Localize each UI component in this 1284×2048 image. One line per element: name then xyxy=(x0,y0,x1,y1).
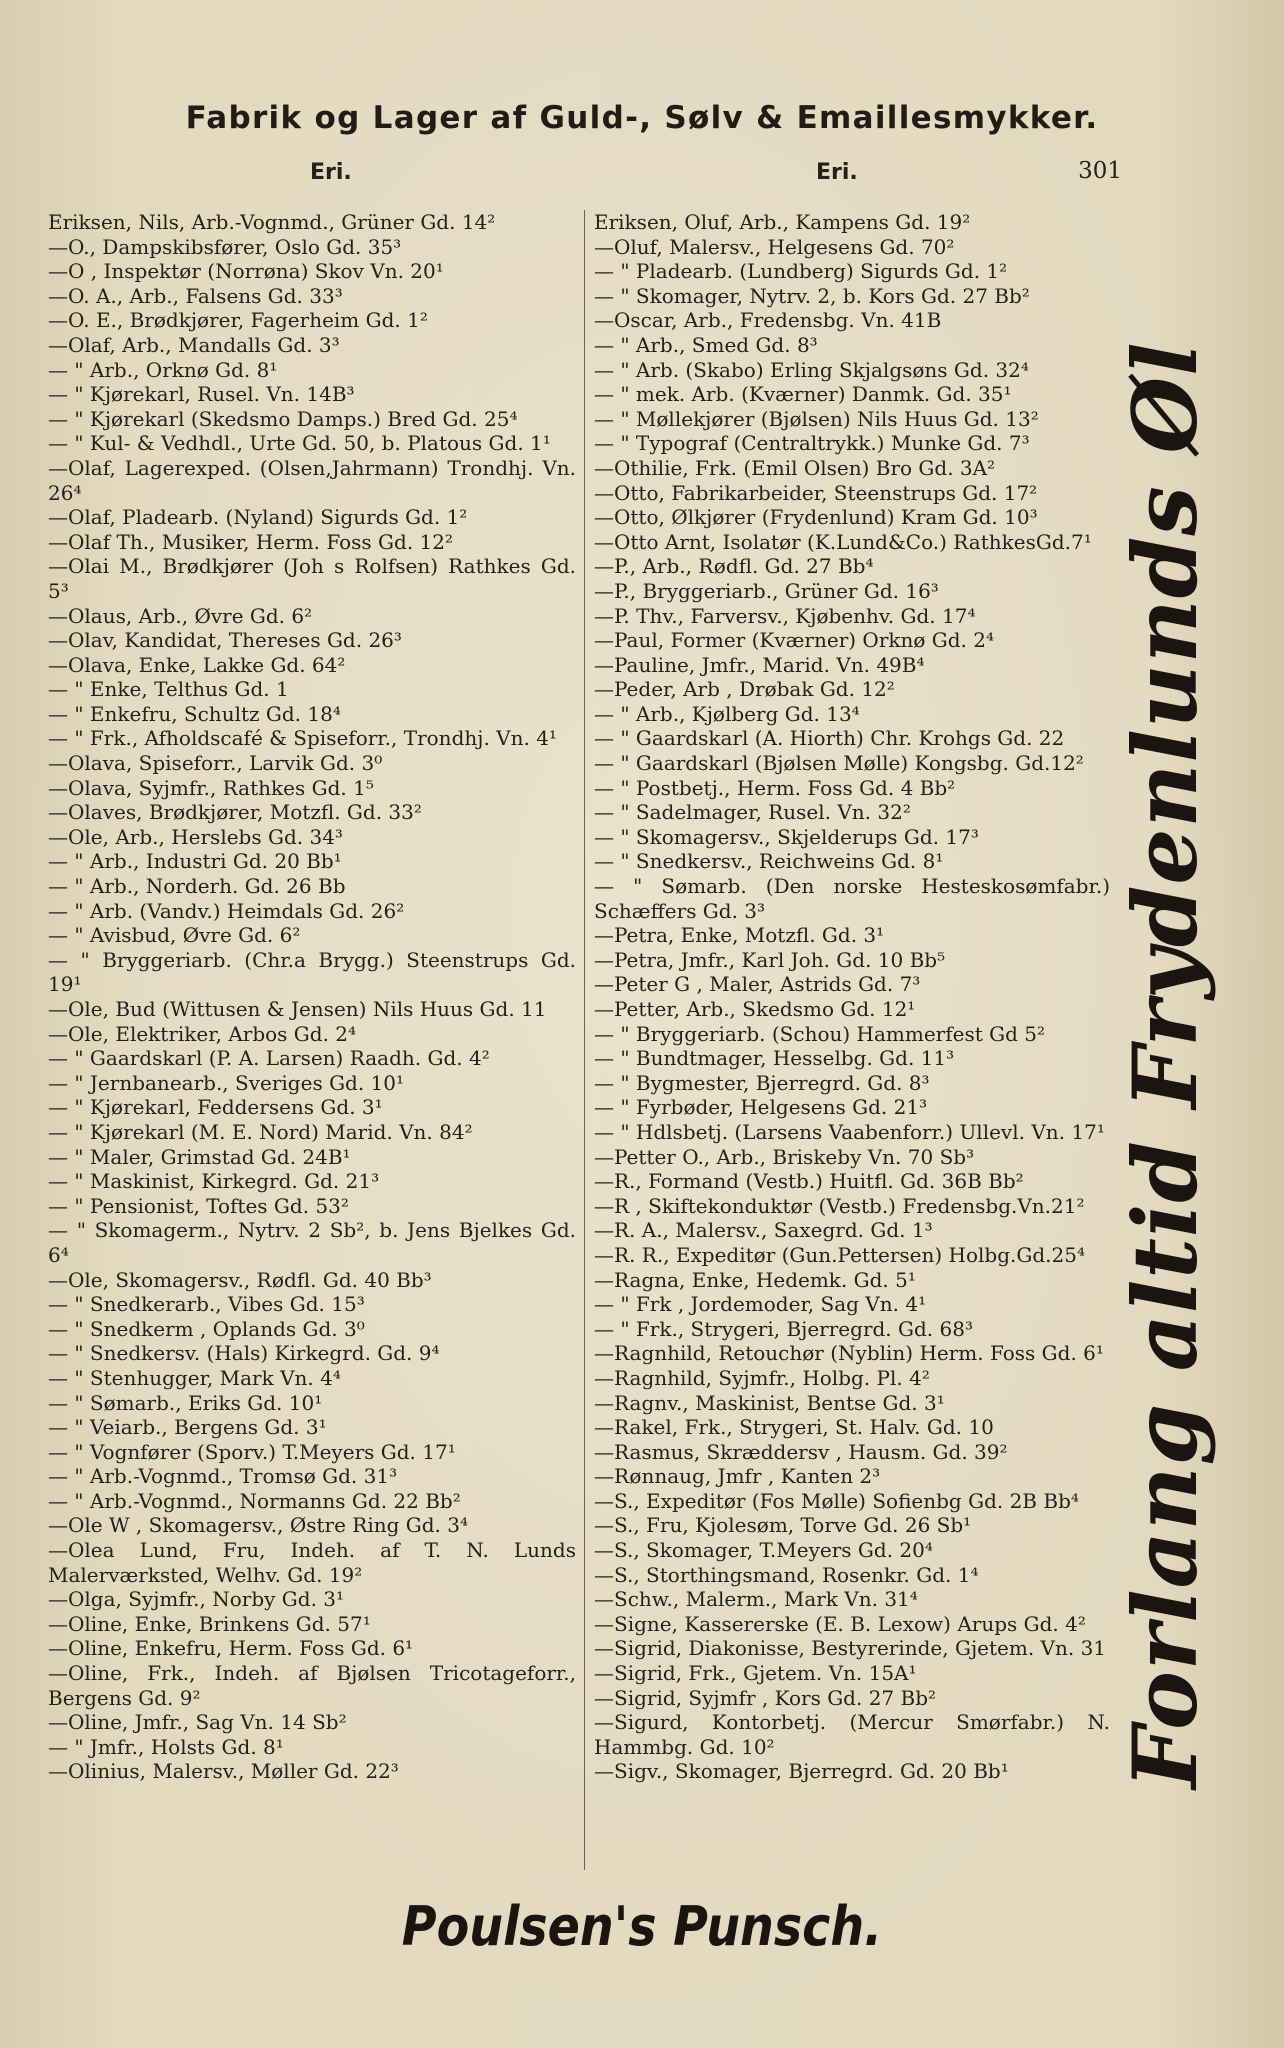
right-entry-list xyxy=(594,210,1110,1784)
page-header-ad: Fabrik og Lager af Guld-, Sølv & Emaillesmykker. xyxy=(185,100,1099,136)
directory-entry: —S., Fru, Kjolesøm, Torve Gd. 26 Sb¹ xyxy=(594,1513,972,1538)
directory-entry: — " Avisbud, Øvre Gd. 6² xyxy=(48,923,301,948)
directory-entry: — " Enke, Telthus Gd. 1 xyxy=(48,677,289,702)
directory-entry: —Oline, Frk., Indeh. af Bjølsen Tricotageforr., Bergens Gd. 9² xyxy=(48,1661,576,1710)
left-guide-word: Eri. xyxy=(310,160,352,185)
directory-entry: —Schw., Malerm., Mark Vn. 31⁴ xyxy=(594,1587,918,1612)
directory-entry: —Sigrid, Syjmfr , Kors Gd. 27 Bb² xyxy=(594,1685,937,1710)
directory-entry: — " Frk , Jordemoder, Sag Vn. 4¹ xyxy=(594,1292,927,1317)
directory-entry: —Ole, Bud (Wittusen & Jensen) Nils Huus Gd. 11 xyxy=(48,997,547,1021)
directory-entry: —P. Thv., Farversv., Kjøbenhv. Gd. 17⁴ xyxy=(594,603,976,628)
directory-entry: — " Bryggeriarb. (Schou) Hammerfest Gd 5² xyxy=(594,1021,1046,1046)
directory-entry: — " Kul- & Vedhdl., Urte Gd. 50, b. Platous Gd. 1¹ xyxy=(48,431,551,456)
directory-entry: —Olaves, Brødkjører, Motzfl. Gd. 33² xyxy=(48,800,422,825)
directory-entry: —Olaus, Arb., Øvre Gd. 6² xyxy=(48,603,313,628)
directory-entry: — " Arb., Industri Gd. 20 Bb¹ xyxy=(48,849,342,874)
directory-entry: — " Snedkersv. (Hals) Kirkegrd. Gd. 9⁴ xyxy=(48,1341,440,1366)
directory-entry: —O. A., Arb., Falsens Gd. 33³ xyxy=(48,283,343,308)
directory-entry: —Olaf, Arb., Mandalls Gd. 3³ xyxy=(48,332,340,357)
directory-entry: —Ole, Arb., Herslebs Gd. 34³ xyxy=(48,824,343,849)
directory-entry: —Pauline, Jmfr., Marid. Vn. 49B⁴ xyxy=(594,652,925,677)
directory-entry: —Ragnhild, Syjmfr., Holbg. Pl. 4² xyxy=(594,1365,930,1390)
directory-entry: — " Kjørekarl (Skedsmo Damps.) Bred Gd. 25⁴ xyxy=(48,406,518,431)
directory-entry: —Peter G , Maler, Astrids Gd. 7³ xyxy=(594,972,921,997)
directory-entry: — " mek. Arb. (Kværner) Danmk. Gd. 35¹ xyxy=(594,382,1012,407)
directory-entry: —Otto, Ølkjører (Frydenlund) Kram Gd. 10³ xyxy=(594,505,1038,530)
directory-entry: —Olea Lund, Fru, Indeh. af T. N. Lunds Malerværksted, Welhv. Gd. 19² xyxy=(48,1538,576,1587)
right-column xyxy=(594,210,1110,1784)
directory-entry: — " Arb., Orknø Gd. 8¹ xyxy=(48,357,278,382)
footer-advertisement: Poulsen's Punsch. xyxy=(401,1895,883,1958)
directory-entry: — " Snedkersv., Reichweins Gd. 8¹ xyxy=(594,849,944,874)
directory-entry: — " Veiarb., Bergens Gd. 3¹ xyxy=(48,1415,327,1440)
directory-entry: — " Bryggeriarb. (Chr.a Brygg.) Steenstrups Gd. 19¹ xyxy=(48,947,576,997)
directory-entry: — " Gaardskarl (A. Hiorth) Chr. Krohgs Gd. 22 xyxy=(594,726,1065,751)
directory-entry: —Sigurd, Kontorbetj. (Mercur Smørfabr.) N. Hammbg. Gd. 10² xyxy=(594,1710,1110,1759)
directory-entry: —Sigv., Skomager, Bjerregrd. Gd. 20 Bb¹ xyxy=(594,1759,1009,1784)
column-divider xyxy=(584,210,585,1870)
directory-entry: — " Stenhugger, Mark Vn. 4⁴ xyxy=(48,1365,341,1390)
directory-entry: —P., Arb., Rødfl. Gd. 27 Bb⁴ xyxy=(594,554,874,579)
directory-entry: —Ole, Elektriker, Arbos Gd. 2⁴ xyxy=(48,1021,357,1046)
directory-entry: —Olai M., Brødkjører (Joh s Rolfsen) Rathkes Gd. 5³ xyxy=(48,554,576,603)
directory-entry: —Petter, Arb., Skedsmo Gd. 12¹ xyxy=(594,997,916,1021)
directory-entry: —Signe, Kassererske (E. B. Lexow) Arups Gd. 4² xyxy=(594,1611,1086,1636)
directory-entry: — " Gaardskarl (Bjølsen Mølle) Kongsbg. Gd.12² xyxy=(594,751,1084,776)
directory-entry: — " Pladearb. (Lundberg) Sigurds Gd. 1² xyxy=(594,259,1008,284)
directory-entry: — " Enkefru, Schultz Gd. 18⁴ xyxy=(48,701,341,726)
directory-entry: — " Jernbanearb., Sveriges Gd. 10¹ xyxy=(48,1070,405,1095)
directory-entry: —R. A., Malersv., Saxegrd. Gd. 1³ xyxy=(594,1218,933,1243)
side-advertisement: Forlang altid Frydenlunds Øl xyxy=(1113,341,1217,1789)
directory-entry: —Otto Arnt, Isolatør (K.Lund&Co.) RathkesGd.7¹ xyxy=(594,529,1092,554)
directory-entry: —Petra, Enke, Motzfl. Gd. 3¹ xyxy=(594,923,885,948)
directory-entry: Eriksen, Oluf, Arb., Kampens Gd. 19² xyxy=(594,210,971,234)
directory-entry: — " Arb. (Skabo) Erling Skjalgsøns Gd. 32⁴ xyxy=(594,357,1029,382)
directory-entry: —Ragnhild, Retouchør (Nyblin) Herm. Foss Gd. 6¹ xyxy=(594,1341,1104,1366)
directory-entry: —Olaf, Lagerexped. (Olsen,Jahrmann) Trondhj. Vn. 26⁴ xyxy=(48,455,576,505)
directory-entry: — " Arb., Smed Gd. 8³ xyxy=(594,332,818,357)
directory-entry: — " Maskinist, Kirkegrd. Gd. 21³ xyxy=(48,1169,380,1194)
right-guide-word: Eri. xyxy=(816,160,858,185)
directory-entry: —Petter O., Arb., Briskeby Vn. 70 Sb³ xyxy=(594,1144,975,1169)
page-number: 301 xyxy=(1078,158,1122,184)
directory-entry: —R., Formand (Vestb.) Huitfl. Gd. 36B Bb² xyxy=(594,1169,1024,1194)
directory-entry: —Oline, Jmfr., Sag Vn. 14 Sb² xyxy=(48,1710,347,1735)
directory-entry: — " Snedkerarb., Vibes Gd. 15³ xyxy=(48,1292,365,1317)
directory-entry: — " Møllekjører (Bjølsen) Nils Huus Gd. 13² xyxy=(594,406,1039,431)
directory-entry: — " Vognfører (Sporv.) T.Meyers Gd. 17¹ xyxy=(48,1439,456,1464)
directory-entry: —Rønnaug, Jmfr , Kanten 2³ xyxy=(594,1464,881,1489)
directory-entry: — " Frk., Strygeri, Bjerregrd. Gd. 68³ xyxy=(594,1316,973,1341)
directory-entry: — " Maler, Grimstad Gd. 24B¹ xyxy=(48,1144,351,1169)
directory-entry: — " Kjørekarl (M. E. Nord) Marid. Vn. 84² xyxy=(48,1119,473,1144)
directory-entry: — " Snedkerm , Oplands Gd. 3⁰ xyxy=(48,1316,365,1341)
directory-entry: — " Arb., Kjølberg Gd. 13⁴ xyxy=(594,701,860,726)
directory-entry: —Oline, Enkefru, Herm. Foss Gd. 6¹ xyxy=(48,1636,414,1661)
directory-entry: —Petra, Jmfr., Karl Joh. Gd. 10 Bb⁵ xyxy=(594,947,946,972)
directory-entry: —Olinius, Malersv., Møller Gd. 22³ xyxy=(48,1759,399,1784)
directory-entry: — " Kjørekarl, Rusel. Vn. 14B³ xyxy=(48,382,355,407)
directory-entry: —R , Skiftekonduktør (Vestb.) Fredensbg.Vn.21² xyxy=(594,1193,1085,1218)
directory-entry: — " Sadelmager, Rusel. Vn. 32² xyxy=(594,800,911,825)
left-column xyxy=(48,210,576,1784)
directory-entry: — " Postbetj., Herm. Foss Gd. 4 Bb² xyxy=(594,775,956,800)
directory-entry: —Sigrid, Frk., Gjetem. Vn. 15A¹ xyxy=(594,1661,917,1686)
directory-entry: —Otto, Fabrikarbeider, Steenstrups Gd. 17² xyxy=(594,480,1038,505)
directory-entry: —Olava, Syjmfr., Rathkes Gd. 1⁵ xyxy=(48,775,374,800)
directory-entry: —Rasmus, Skræddersv , Hausm. Gd. 39² xyxy=(594,1439,1008,1464)
directory-entry: —Oline, Enke, Brinkens Gd. 57¹ xyxy=(48,1611,371,1636)
directory-entry: — " Gaardskarl (P. A. Larsen) Raadh. Gd. 4² xyxy=(48,1046,490,1071)
directory-entry: —Sigrid, Diakonisse, Bestyrerinde, Gjetem. Vn. 31 xyxy=(594,1636,1107,1661)
directory-entry: —O. E., Brødkjører, Fagerheim Gd. 1² xyxy=(48,308,428,333)
directory-entry: —Olga, Syjmfr., Norby Gd. 3¹ xyxy=(48,1587,345,1612)
directory-entry: — " Sømarb., Eriks Gd. 10¹ xyxy=(48,1390,323,1415)
directory-entry: — " Skomagerm., Nytrv. 2 Sb², b. Jens Bjelkes Gd. 6⁴ xyxy=(48,1218,576,1267)
directory-entry: —Ragna, Enke, Hedemk. Gd. 5¹ xyxy=(594,1267,916,1292)
directory-entry: —Othilie, Frk. (Emil Olsen) Bro Gd. 3A² xyxy=(594,455,996,480)
directory-entry: —Olaf Th., Musiker, Herm. Foss Gd. 12² xyxy=(48,529,454,554)
directory-entry: —R. R., Expeditør (Gun.Pettersen) Holbg.Gd.25⁴ xyxy=(594,1242,1085,1267)
directory-entry: —Olav, Kandidat, Thereses Gd. 26³ xyxy=(48,628,402,653)
directory-entry: —S., Skomager, T.Meyers Gd. 20⁴ xyxy=(594,1538,933,1563)
directory-entry: — " Skomagersv., Skjelderups Gd. 17³ xyxy=(594,824,979,849)
directory-entry: —Olaf, Pladearb. (Nyland) Sigurds Gd. 1² xyxy=(48,505,468,530)
directory-entry: —S., Storthingsmand, Rosenkr. Gd. 1⁴ xyxy=(594,1562,979,1587)
directory-entry: — " Fyrbøder, Helgesens Gd. 21³ xyxy=(594,1095,928,1120)
directory-entry: —Olava, Enke, Lakke Gd. 64² xyxy=(48,652,346,677)
directory-entry: —Ole W , Skomagersv., Østre Ring Gd. 3⁴ xyxy=(48,1513,469,1538)
directory-entry: —Oscar, Arb., Fredensbg. Vn. 41B xyxy=(594,308,942,333)
directory-entry: — " Bygmester, Bjerregrd. Gd. 8³ xyxy=(594,1070,930,1095)
directory-entry: —O , Inspektør (Norrøna) Skov Vn. 20¹ xyxy=(48,259,444,284)
directory-entry: — " Typograf (Centraltrykk.) Munke Gd. 7³ xyxy=(594,431,1030,456)
directory-entry: — " Frk., Afholdscafé & Spiseforr., Trondhj. Vn. 4¹ xyxy=(48,726,557,751)
directory-entry: — " Arb., Norderh. Gd. 26 Bb xyxy=(48,874,346,899)
directory-entry: — " Arb. (Vandv.) Heimdals Gd. 26² xyxy=(48,898,405,923)
directory-entry: —Ole, Skomagersv., Rødfl. Gd. 40 Bb³ xyxy=(48,1267,432,1292)
directory-entry: —P., Bryggeriarb., Grüner Gd. 16³ xyxy=(594,578,939,603)
directory-entry: — " Arb.-Vognmd., Tromsø Gd. 31³ xyxy=(48,1464,398,1489)
directory-entry: —Rakel, Frk., Strygeri, St. Halv. Gd. 10 xyxy=(594,1415,994,1440)
directory-entry: — " Hdlsbetj. (Larsens Vaabenforr.) Ullevl. Vn. 17¹ xyxy=(594,1119,1105,1144)
directory-entry: — " Jmfr., Holsts Gd. 8¹ xyxy=(48,1734,284,1759)
left-entry-list xyxy=(48,210,576,1784)
directory-entry: — " Sømarb. (Den norske Hesteskosømfabr.) Schæffers Gd. 3³ xyxy=(594,874,1110,923)
directory-entry: —Oluf, Malersv., Helgesens Gd. 70² xyxy=(594,234,955,259)
directory-entry: — " Bundtmager, Hesselbg. Gd. 11³ xyxy=(594,1046,955,1071)
directory-entry: —Olava, Spiseforr., Larvik Gd. 3⁰ xyxy=(48,751,383,776)
directory-entry: Eriksen, Nils, Arb.-Vognmd., Grüner Gd. 14² xyxy=(48,210,496,234)
directory-entry: — " Arb.-Vognmd., Normanns Gd. 22 Bb² xyxy=(48,1488,461,1513)
directory-entry: — " Skomager, Nytrv. 2, b. Kors Gd. 27 Bb² xyxy=(594,283,1030,308)
directory-entry: —Peder, Arb , Drøbak Gd. 12² xyxy=(594,677,895,702)
directory-entry: —Paul, Former (Kværner) Orknø Gd. 2⁴ xyxy=(594,628,995,653)
directory-entry: —O., Dampskibsfører, Oslo Gd. 35³ xyxy=(48,234,402,259)
directory-entry: — " Kjørekarl, Feddersens Gd. 3¹ xyxy=(48,1095,383,1120)
directory-entry: —Ragnv., Maskinist, Bentse Gd. 3¹ xyxy=(594,1390,945,1415)
directory-entry: —S., Expeditør (Fos Mølle) Sofienbg Gd. 2B Bb⁴ xyxy=(594,1488,1079,1513)
directory-entry: — " Pensionist, Toftes Gd. 53² xyxy=(48,1193,349,1218)
